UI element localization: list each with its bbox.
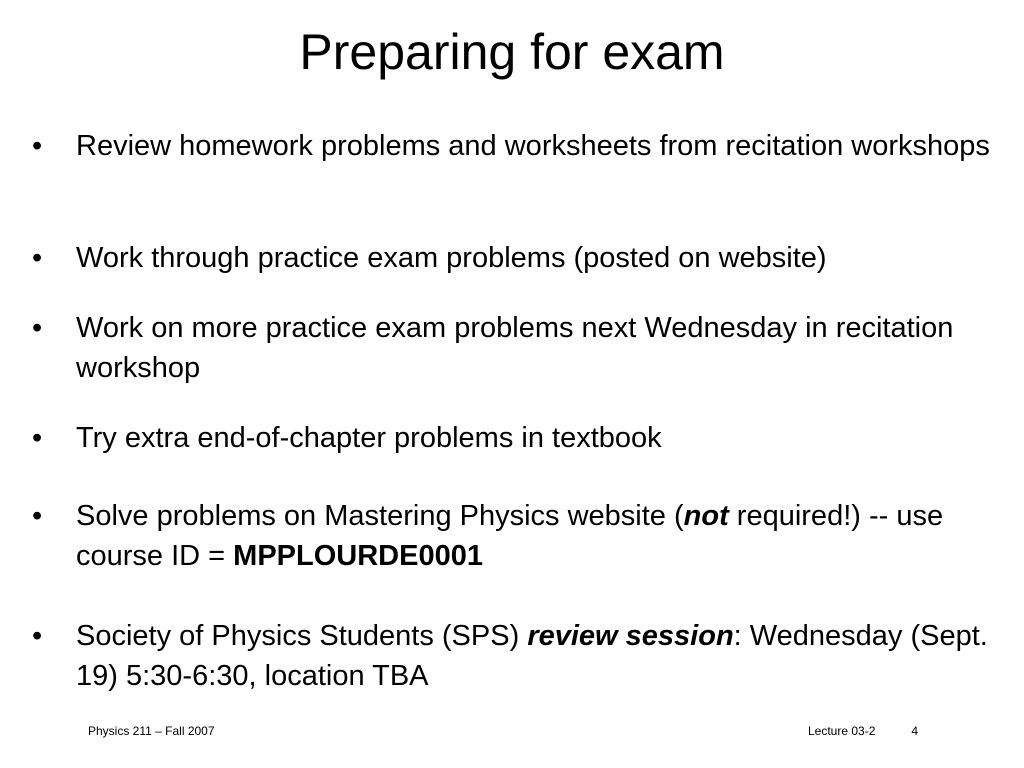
bullet-marker: • (32, 242, 43, 274)
bullet-item-practice-exam (30, 238, 1005, 278)
bullet-text-middle: required!) -- use course ID = (76, 500, 944, 572)
footer-lecture-info (808, 723, 918, 739)
slide-title: Preparing for exam (299, 24, 725, 80)
footer-lecture: Lecture 03-2 (808, 724, 876, 738)
bullet-text: Review homework problems and worksheets from recitation workshops (76, 130, 990, 162)
footer-course: Physics 211 – Fall 2007 (88, 724, 215, 738)
footer-page-number: 4 (911, 724, 919, 738)
bullet-item-sps-review (30, 616, 1005, 696)
bullet-marker: • (32, 312, 43, 344)
bullet-text: Try extra end-of-chapter problems in textbook (76, 422, 662, 454)
emphasis-not: not (683, 500, 729, 532)
bullet-text-end: : Wednesday (Sept. 19) 5:30-6:30, location TBA (76, 620, 988, 692)
bullet-marker: • (32, 500, 43, 532)
bullet-marker: • (32, 422, 43, 454)
bullet-marker: • (32, 620, 43, 652)
bullet-item-textbook-problems (30, 418, 1005, 458)
bullet-item-mastering-physics (30, 496, 1005, 576)
bullet-text: Work on more practice exam problems next Wednesday in recitation workshop (76, 312, 954, 384)
course-id: MPPLOURDE0001 (233, 540, 483, 572)
bullet-marker: • (32, 130, 43, 162)
bullet-text-start: Solve problems on Mastering Physics website ( (76, 500, 684, 532)
emphasis-review-session: review session (527, 620, 734, 652)
bullet-text-start: Society of Physics Students (SPS) (76, 620, 528, 652)
bullet-item-review-homework (30, 126, 1005, 166)
bullet-item-more-practice (30, 308, 1005, 388)
bullet-text: Work through practice exam problems (posted on website) (76, 242, 827, 274)
